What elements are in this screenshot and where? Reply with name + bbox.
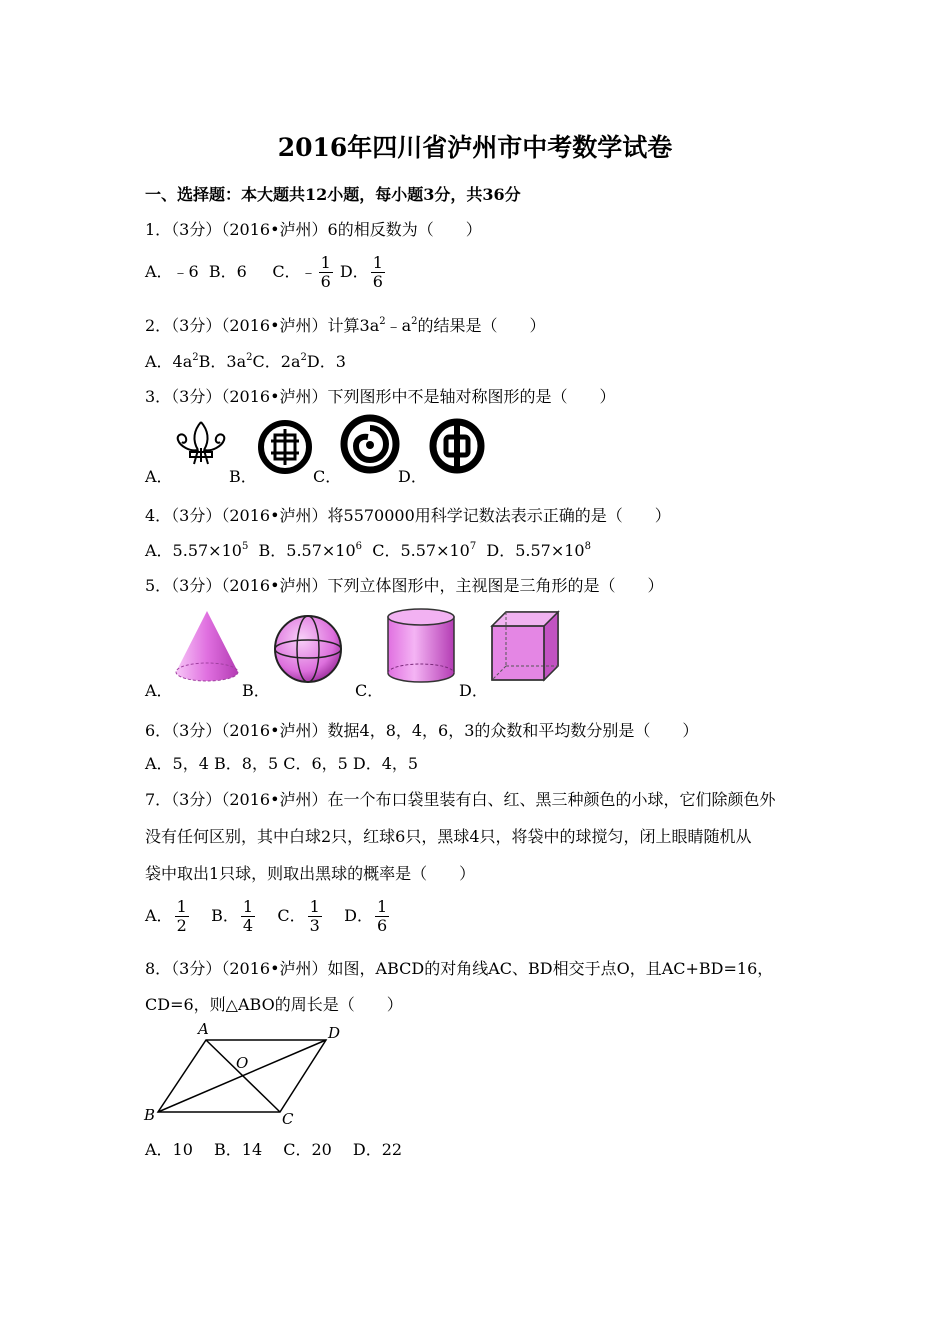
bank-of-china-logo-figure: [428, 417, 486, 475]
q2-option-a: A．$4a^2$: [145, 352, 199, 371]
fraction: $\frac{1}{4}$: [242, 897, 254, 935]
cylinder-figure: [384, 607, 458, 685]
fraction: $\frac{1}{6}$: [320, 253, 331, 291]
q7-option-d: D． $\frac{1}{6}$: [344, 897, 388, 935]
question-1-stem: 1．（3分）（2016•泸州）6的相反数为（ ）: [145, 220, 482, 239]
parallelogram-figure: [140, 1018, 350, 1130]
question-4-options: [145, 538, 591, 561]
q7-option-b: B． $\frac{1}{4}$: [211, 897, 254, 935]
question-8-options: A．10 B．14 C．20 D．22: [145, 1140, 403, 1159]
fraction: $\frac{1}{3}$: [309, 897, 320, 935]
q5-option-c: C．: [355, 681, 384, 700]
fraction: $\frac{1}{6}$: [372, 253, 383, 291]
q1-option-a: A．﹣6: [145, 262, 199, 281]
q1-option-d: D． $\frac{1}{6}$: [339, 253, 383, 291]
q7-option-c: C． $\frac{1}{3}$: [277, 897, 320, 935]
q3-option-d: D．: [398, 467, 427, 486]
q7-option-a: A． $\frac{1}{2}$: [145, 897, 187, 935]
question-6-options: A．5，4 B．8，5 C．6，5 D．4，5: [145, 754, 419, 773]
page-title: 2016年四川省泸州市中考数学试卷: [277, 133, 673, 162]
question-2-stem: 2．（3分）（2016•泸州）计算$3a^2﹣a^2$的结果是（ ）: [145, 316, 546, 335]
vertex-label-b: B: [144, 1106, 156, 1124]
question-1-options: [145, 254, 387, 291]
question-5-stem: 5．（3分）（2016•泸州）下列立体图形中，主视图是三角形的是（ ）: [145, 576, 664, 595]
sphere-figure: [272, 613, 344, 685]
fleur-de-lis-figure: [172, 418, 230, 474]
question-7-line-3: 袋中取出1只球，则取出黑球的概率是（ ）: [145, 864, 476, 883]
q1-option-b: B．6: [208, 262, 247, 281]
q4-option-c: C．$5.57\times 10^7$: [372, 541, 477, 560]
q2-option-d: D．3: [306, 352, 346, 371]
swirl-logo-figure: [340, 414, 400, 474]
q4-option-a: A．$5.57\times 10^5$: [145, 541, 249, 560]
bank-logo-b-figure: [257, 419, 313, 475]
question-8-line-2: CD=6，则△ABO的周长是（ ）: [145, 995, 403, 1014]
question-6-stem: 6．（3分）（2016•泸州）数据4，8，4，6，3的众数和平均数分别是（ ）: [145, 721, 699, 740]
question-2-options: [145, 349, 346, 372]
cube-figure: [488, 608, 562, 684]
question-4-stem: 4．（3分）（2016•泸州）将5570000用科学记数法表示正确的是（ ）: [145, 506, 671, 525]
question-8-line-1: 8．（3分）（2016•泸州）如图，ABCD的对角线AC、BD相交于点O，且AC+BD=16，: [145, 959, 774, 978]
vertex-label-d: D: [328, 1024, 341, 1042]
q4-option-d: D．$5.57\times 10^8$: [486, 541, 591, 560]
q3-option-a: A．: [145, 467, 173, 486]
section-heading: 一、选择题：本大题共12小题，每小题3分，共36分: [145, 185, 521, 204]
vertex-label-a: A: [198, 1020, 209, 1038]
q5-option-d: D．: [459, 681, 488, 700]
q2-option-c: C．$2a^2$: [252, 352, 307, 371]
cone-figure: [172, 608, 242, 684]
q1-option-c: C．﹣ $\frac{1}{6}$: [272, 253, 331, 291]
vertex-label-c: C: [282, 1110, 294, 1128]
fraction: $\frac{1}{2}$: [176, 897, 187, 935]
question-7-line-1: 7．（3分）（2016•泸州）在一个布口袋里装有白、红、黑三种颜色的小球，它们除颜色外: [145, 790, 776, 809]
question-7-line-2: 没有任何区别，其中白球2只，红球6只，黑球4只，将袋中的球搅匀，闭上眼睛随机从: [145, 827, 752, 846]
q5-option-a: A．: [145, 681, 173, 700]
q3-option-c: C．: [313, 467, 342, 486]
q2-option-b: B．$3a^2$: [198, 352, 253, 371]
fraction: $\frac{1}{6}$: [377, 897, 388, 935]
q4-option-b: B．$5.57\times 10^6$: [258, 541, 363, 560]
q5-option-b: B．: [242, 681, 270, 700]
q3-option-b: B．: [229, 467, 257, 486]
question-3-stem: 3．（3分）（2016•泸州）下列图形中不是轴对称图形的是（ ）: [145, 387, 616, 406]
question-7-options: [145, 898, 391, 935]
center-label-o: O: [236, 1054, 249, 1072]
